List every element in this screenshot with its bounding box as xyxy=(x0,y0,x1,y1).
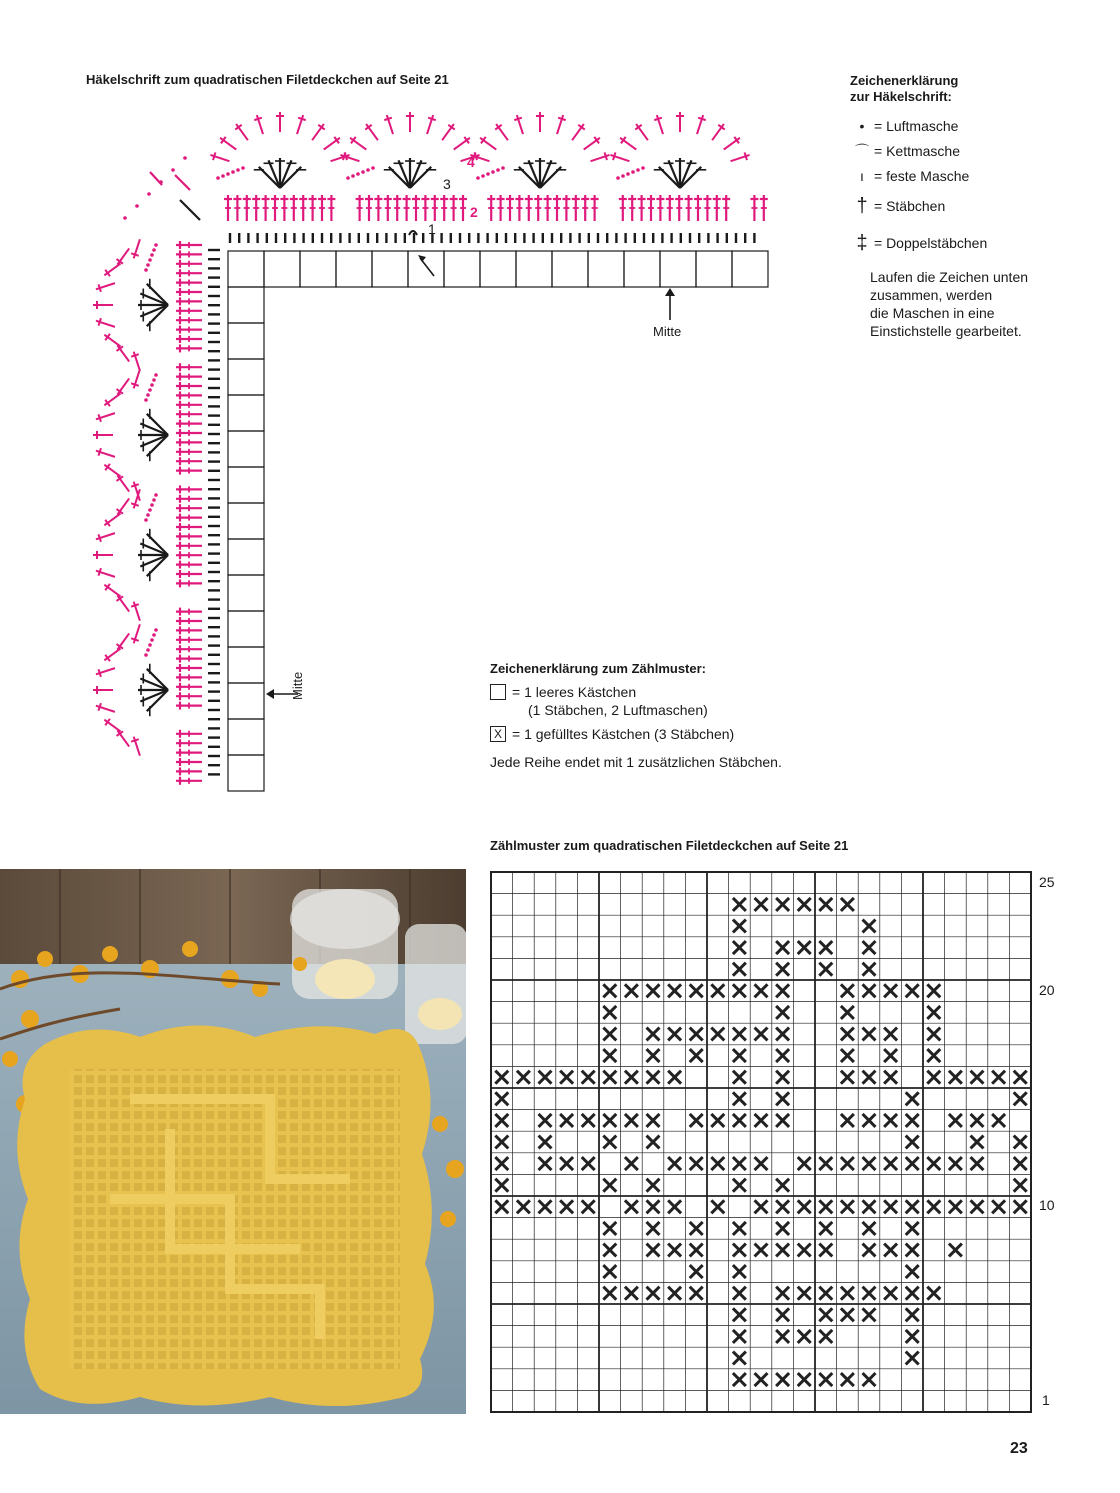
legend-slip: ⌒ = Kettmasche xyxy=(850,138,1028,163)
edge-stitch-bar xyxy=(343,152,345,160)
double-crochet-mark xyxy=(176,457,202,465)
edge-stitch-bar xyxy=(131,253,139,255)
filet-box xyxy=(660,251,696,287)
double-crochet-mark xyxy=(459,195,467,221)
double-crochet-mark xyxy=(233,195,241,221)
double-crochet-mark xyxy=(176,767,202,775)
double-crochet-mark xyxy=(327,195,335,221)
double-crochet-mark xyxy=(176,448,202,456)
crochet-legend-heading-1: Zeichenerklärung xyxy=(850,73,959,88)
edge-stitch-bar xyxy=(98,568,100,576)
filet-box xyxy=(228,755,264,791)
fan-stitch xyxy=(140,305,168,316)
legend-filled-box: X = 1 gefülltes Kästchen (3 Stäbchen) xyxy=(490,725,782,743)
filet-box xyxy=(228,719,264,755)
double-crochet-mark xyxy=(176,673,202,681)
arrow-mitte-left-head xyxy=(266,689,274,699)
edge-stitch-bar xyxy=(213,152,215,160)
fan-stitch xyxy=(140,555,168,566)
filet-box xyxy=(696,251,732,287)
fan-stitch xyxy=(540,160,551,188)
double-crochet-mark xyxy=(176,410,202,418)
chain-dot xyxy=(226,172,230,176)
double-crochet-mark xyxy=(176,608,202,616)
filet-box xyxy=(480,251,516,287)
chain-dot xyxy=(159,180,163,184)
double-crochet-mark xyxy=(403,195,411,221)
chart-legend-heading: Zeichenerklärung zum Zählmuster: xyxy=(490,661,706,676)
chart-legend-note: Jede Reihe endet mit 1 zusätzlichen Stäbchen. xyxy=(490,754,782,770)
filet-box xyxy=(228,539,264,575)
double-crochet-mark xyxy=(176,542,202,550)
chain-dot xyxy=(144,268,148,272)
filet-box xyxy=(588,251,624,287)
chain-stitch-icon: • xyxy=(859,117,865,134)
filet-box xyxy=(228,323,264,359)
page-number: 23 xyxy=(1010,1440,1028,1457)
double-crochet-mark xyxy=(176,485,202,493)
chain-dot xyxy=(371,166,375,170)
double-crochet-mark xyxy=(262,195,270,221)
chain-dot xyxy=(631,170,635,174)
edge-stitch-bar xyxy=(613,152,615,160)
double-crochet-mark xyxy=(176,636,202,644)
double-crochet-icon: † xyxy=(856,195,868,217)
double-crochet-mark xyxy=(515,195,523,221)
corner-stitches xyxy=(123,156,200,220)
edge-stitch xyxy=(350,138,366,150)
double-crochet-mark xyxy=(675,195,683,221)
chain-dot xyxy=(366,168,370,172)
double-crochet-mark xyxy=(176,467,202,475)
double-crochet-mark xyxy=(176,532,202,540)
chain-dot xyxy=(236,168,240,172)
double-crochet-mark xyxy=(176,777,202,785)
chain-dot xyxy=(152,633,156,637)
double-crochet-mark xyxy=(318,195,326,221)
filet-box xyxy=(732,251,768,287)
chain-dot xyxy=(351,174,355,178)
fan-stitch xyxy=(140,544,168,555)
chain-dot xyxy=(346,176,350,180)
chain-dot xyxy=(154,628,158,632)
edge-stitch xyxy=(454,138,470,150)
double-crochet-mark xyxy=(384,195,392,221)
filet-box xyxy=(336,251,372,287)
double-crochet-mark xyxy=(176,758,202,766)
mitte-top-label: Mitte xyxy=(653,324,682,339)
double-crochet-mark xyxy=(619,195,627,221)
double-crochet-mark xyxy=(703,195,711,221)
double-crochet-mark xyxy=(176,749,202,757)
legend-single: ı = feste Masche xyxy=(850,163,1028,188)
filet-box xyxy=(516,251,552,287)
double-crochet-mark xyxy=(572,195,580,221)
double-crochet-mark xyxy=(176,692,202,700)
double-crochet-mark xyxy=(176,335,202,343)
double-crochet-mark xyxy=(176,739,202,747)
diagram-title: Häkelschrift zum quadratischen Filetdeckchen auf Seite 21 xyxy=(86,72,449,87)
double-crochet-mark xyxy=(450,195,458,221)
scallop-left xyxy=(93,624,168,755)
chain-dot xyxy=(231,170,235,174)
fan-stitch xyxy=(680,160,691,188)
fan-stitch xyxy=(140,424,168,435)
double-crochet-mark xyxy=(656,195,664,221)
edge-stitch xyxy=(480,138,496,150)
slip-stitch-icon: ⌒ xyxy=(855,142,869,159)
legend-chain: • = Luftmasche xyxy=(850,113,1028,138)
chain-dot xyxy=(636,168,640,172)
edge-stitch-bar xyxy=(98,448,100,456)
scallop-left xyxy=(93,489,168,620)
filet-box xyxy=(228,467,264,503)
fan-stitch xyxy=(410,160,421,188)
chain-dot xyxy=(148,388,152,392)
edge-stitch-bar xyxy=(98,414,100,422)
double-crochet-mark xyxy=(176,626,202,634)
double-crochet-mark xyxy=(176,561,202,569)
chain-dot xyxy=(626,172,630,176)
double-crochet-mark xyxy=(176,241,202,249)
double-crochet-mark xyxy=(176,617,202,625)
fan-stitch xyxy=(140,294,168,305)
fan-stitch xyxy=(280,160,291,188)
chain-dot xyxy=(501,166,505,170)
chain-dot xyxy=(135,204,139,208)
chain-dot xyxy=(183,156,187,160)
double-crochet-mark xyxy=(393,195,401,221)
double-crochet-mark xyxy=(487,195,495,221)
double-crochet-mark xyxy=(534,195,542,221)
chain-dot xyxy=(150,383,154,387)
chain-dot xyxy=(152,248,156,252)
edge-stitch-bar xyxy=(254,118,262,120)
chain-dot xyxy=(144,653,148,657)
double-crochet-mark xyxy=(290,195,298,221)
corner-stitch xyxy=(175,175,190,190)
filet-box xyxy=(228,431,264,467)
double-crochet-mark xyxy=(176,363,202,371)
doily-photo-image xyxy=(0,869,466,1414)
double-crochet-mark xyxy=(553,195,561,221)
legend-treble: ‡ = Doppelstäbchen xyxy=(850,224,1028,262)
filet-box xyxy=(228,683,264,719)
legend-double: † = Stäbchen xyxy=(850,188,1028,224)
doily-photo xyxy=(0,869,466,1414)
double-crochet-mark xyxy=(176,250,202,258)
chart-frame xyxy=(491,872,1031,1412)
chain-dot xyxy=(496,168,500,172)
chain-dot xyxy=(154,243,158,247)
edge-stitch xyxy=(220,138,236,150)
scallop-top xyxy=(610,112,749,188)
double-crochet-mark xyxy=(176,307,202,315)
filet-box xyxy=(228,287,264,323)
chain-dot xyxy=(146,513,150,517)
double-crochet-mark xyxy=(309,195,317,221)
double-crochet-mark xyxy=(176,260,202,268)
edge-stitch-bar xyxy=(298,118,306,120)
round-3-label: 3 xyxy=(443,176,451,192)
filet-box xyxy=(444,251,480,287)
fan-stitch xyxy=(269,160,280,188)
row-label-10: 10 xyxy=(1039,1197,1055,1213)
edge-stitch xyxy=(636,124,648,140)
chain-dot xyxy=(144,398,148,402)
crochet-legend xyxy=(850,73,1028,340)
row-label-1: 1 xyxy=(1042,1392,1050,1408)
filet-box xyxy=(228,503,264,539)
edge-stitch-bar xyxy=(131,739,139,741)
round-4-label: 4 xyxy=(467,154,475,170)
double-crochet-mark xyxy=(176,523,202,531)
edge-stitch xyxy=(104,649,120,661)
chain-dot xyxy=(148,508,152,512)
double-crochet-mark xyxy=(722,195,730,221)
chain-dot xyxy=(241,166,245,170)
fan-stitch xyxy=(140,679,168,690)
double-crochet-mark xyxy=(374,195,382,221)
double-crochet-mark xyxy=(176,316,202,324)
edge-stitch-bar xyxy=(131,503,139,505)
fan-stitch xyxy=(140,690,168,701)
chain-dot xyxy=(152,378,156,382)
filet-box xyxy=(228,575,264,611)
edge-stitch-bar xyxy=(98,284,100,292)
mitte-left-label: Mitte xyxy=(290,671,305,700)
double-crochet-mark xyxy=(356,195,364,221)
double-crochet-mark xyxy=(176,269,202,277)
edge-stitch-bar xyxy=(384,118,392,120)
double-crochet-mark xyxy=(243,195,251,221)
fan-stitch xyxy=(140,435,168,446)
double-crochet-mark xyxy=(176,297,202,305)
double-crochet-mark xyxy=(176,730,202,738)
filled-box-icon: X xyxy=(490,726,506,742)
double-crochet-mark xyxy=(365,195,373,221)
double-crochet-mark xyxy=(440,195,448,221)
chain-dot xyxy=(152,498,156,502)
filet-box xyxy=(228,611,264,647)
chain-dot xyxy=(361,170,365,174)
arrow-mitte-top-head xyxy=(665,288,675,296)
empty-box-icon xyxy=(490,684,506,700)
double-crochet-mark xyxy=(271,195,279,221)
double-crochet-mark xyxy=(224,195,232,221)
scallop-left xyxy=(93,239,168,370)
double-crochet-mark xyxy=(176,438,202,446)
double-crochet-mark xyxy=(666,195,674,221)
chain-dot xyxy=(146,263,150,267)
edge-stitch-bar xyxy=(514,118,522,120)
filet-box xyxy=(372,251,408,287)
edge-stitch xyxy=(104,720,120,732)
double-crochet-mark xyxy=(176,279,202,287)
double-crochet-mark xyxy=(713,195,721,221)
corner-stitch xyxy=(180,200,200,220)
edge-stitch xyxy=(496,124,508,140)
crochet-legend-note: Laufen die Zeichen unten zusammen, werden die Maschen in eine Einstichstelle gearbeitet. xyxy=(870,269,1029,339)
edge-stitch-bar xyxy=(131,354,139,356)
chain-dot xyxy=(147,192,151,196)
edge-stitch-bar xyxy=(605,152,607,160)
chain-dot xyxy=(616,176,620,180)
chain-dot xyxy=(621,174,625,178)
chain-dot xyxy=(146,393,150,397)
double-crochet-mark xyxy=(280,195,288,221)
legend-empty-box: = 1 leeres Kästchen xyxy=(490,683,782,701)
chain-dot xyxy=(481,174,485,178)
double-crochet-mark xyxy=(176,401,202,409)
chain-dot xyxy=(146,648,150,652)
chain-dot xyxy=(356,172,360,176)
chain-dot xyxy=(171,168,175,172)
edge-stitch-bar xyxy=(131,383,139,385)
chain-dot xyxy=(641,166,645,170)
double-crochet-mark xyxy=(628,195,636,221)
double-crochet-mark xyxy=(685,195,693,221)
scallop-top xyxy=(210,112,349,188)
edge-stitch xyxy=(712,124,724,140)
edge-stitch-bar xyxy=(98,669,100,677)
chain-dot xyxy=(123,216,127,220)
filet-box xyxy=(300,251,336,287)
double-crochet-mark xyxy=(176,429,202,437)
chain-dot xyxy=(221,174,225,178)
edge-stitch-bar xyxy=(745,152,747,160)
edge-stitch xyxy=(312,124,324,140)
single-crochet-icon: ı xyxy=(860,167,864,184)
chain-dot xyxy=(150,638,154,642)
edge-stitch-bar xyxy=(98,534,100,542)
double-crochet-mark xyxy=(176,288,202,296)
filet-box xyxy=(264,251,300,287)
double-crochet-mark xyxy=(506,195,514,221)
chain-dot xyxy=(150,253,154,257)
chain-dot xyxy=(150,503,154,507)
round-1-label: 1 xyxy=(428,221,436,237)
edge-stitch xyxy=(442,124,454,140)
double-crochet-mark xyxy=(252,195,260,221)
row-label-25: 25 xyxy=(1039,874,1055,890)
edge-stitch-bar xyxy=(98,318,100,326)
double-crochet-mark xyxy=(176,373,202,381)
fan-stitch xyxy=(399,160,410,188)
double-crochet-mark xyxy=(562,195,570,221)
edge-stitch xyxy=(236,124,248,140)
double-crochet-mark xyxy=(638,195,646,221)
filet-box xyxy=(228,359,264,395)
double-crochet-mark xyxy=(176,495,202,503)
double-crochet-mark xyxy=(544,195,552,221)
chain-dot xyxy=(148,258,152,262)
filet-box xyxy=(228,647,264,683)
double-crochet-mark xyxy=(176,391,202,399)
double-crochet-mark xyxy=(581,195,589,221)
crochet-legend-heading-2: zur Häkelschrift: xyxy=(850,89,952,104)
treble-crochet-icon: ‡ xyxy=(856,232,868,254)
double-crochet-mark xyxy=(760,195,768,221)
double-crochet-mark xyxy=(176,664,202,672)
filet-box xyxy=(408,251,444,287)
edge-stitch-bar xyxy=(98,703,100,711)
filet-box xyxy=(552,251,588,287)
double-crochet-mark xyxy=(176,420,202,428)
double-crochet-mark xyxy=(176,579,202,587)
double-crochet-mark xyxy=(694,195,702,221)
filet-box xyxy=(228,395,264,431)
double-crochet-mark xyxy=(591,195,599,221)
double-crochet-mark xyxy=(176,514,202,522)
chart-title: Zählmuster zum quadratischen Filetdeckchen auf Seite 21 xyxy=(490,838,849,853)
edge-stitch-bar xyxy=(131,604,139,606)
chain-dot xyxy=(154,373,158,377)
chain-dot xyxy=(154,493,158,497)
row-label-20: 20 xyxy=(1039,982,1055,998)
scallop-top xyxy=(340,112,479,188)
chain-dot xyxy=(144,518,148,522)
edge-stitch-bar xyxy=(131,484,139,486)
double-crochet-mark xyxy=(497,195,505,221)
double-crochet-mark xyxy=(647,195,655,221)
double-crochet-mark xyxy=(176,655,202,663)
filet-box xyxy=(228,251,264,287)
double-crochet-mark xyxy=(176,683,202,691)
round-2-label: 2 xyxy=(470,204,478,220)
double-crochet-mark xyxy=(176,326,202,334)
scallop-top xyxy=(470,112,609,188)
chart-legend xyxy=(490,661,782,771)
edge-stitch-bar xyxy=(131,638,139,640)
double-crochet-mark xyxy=(176,551,202,559)
edge-stitch-bar xyxy=(698,118,706,120)
scallop-left xyxy=(93,369,168,500)
fan-stitch xyxy=(529,160,540,188)
double-crochet-mark xyxy=(421,195,429,221)
chain-dot xyxy=(148,643,152,647)
double-crochet-mark xyxy=(299,195,307,221)
fan-stitch xyxy=(669,160,680,188)
double-crochet-mark xyxy=(525,195,533,221)
edge-stitch-bar xyxy=(654,118,662,120)
filet-chart xyxy=(489,870,1034,1415)
double-crochet-mark xyxy=(750,195,758,221)
chain-dot xyxy=(216,176,220,180)
edge-stitch-bar xyxy=(558,118,566,120)
double-crochet-mark xyxy=(176,382,202,390)
double-crochet-mark xyxy=(412,195,420,221)
chain-dot xyxy=(486,172,490,176)
double-crochet-mark xyxy=(176,344,202,352)
double-crochet-mark xyxy=(431,195,439,221)
legend-empty-sub: (1 Stäbchen, 2 Luftmaschen) xyxy=(528,702,708,718)
edge-stitch xyxy=(366,124,378,140)
double-crochet-mark xyxy=(176,570,202,578)
edge-stitch-bar xyxy=(428,118,436,120)
double-crochet-mark xyxy=(176,645,202,653)
chain-dot xyxy=(476,176,480,180)
chain-dot xyxy=(491,170,495,174)
arrow-slip-head xyxy=(418,255,426,262)
double-crochet-mark xyxy=(176,504,202,512)
double-crochet-mark xyxy=(176,702,202,710)
filet-box xyxy=(624,251,660,287)
